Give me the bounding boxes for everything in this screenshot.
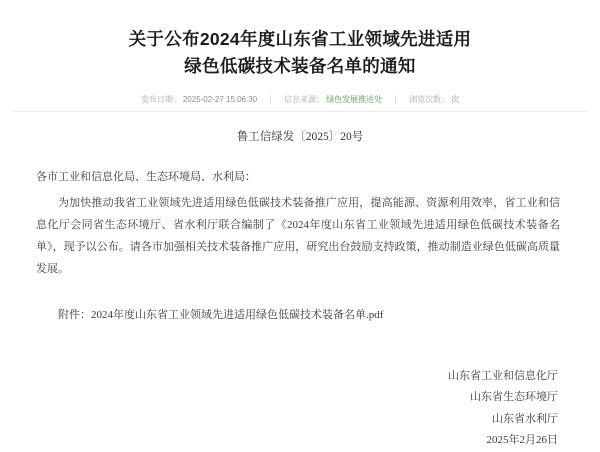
signature-date: 2025年2月26日: [486, 434, 558, 447]
page-title: [52, 26, 548, 80]
document-meta: [52, 94, 548, 111]
meta-divider: [12, 111, 588, 112]
document-body: [0, 166, 600, 326]
signature-block: [0, 366, 600, 452]
page-title-line-2: 绿色低碳技术装备名单的通知: [184, 55, 416, 76]
salutation: 各市工业和信息化局、生态环境局、水利局：: [36, 170, 256, 183]
publish-date-value: 2025-02-27 15:06:30: [182, 94, 258, 104]
view-count-value: 次: [451, 94, 460, 104]
document-number: 鲁工信绿发〔2025〕20号: [236, 130, 364, 143]
source-label: 信息来源：: [284, 94, 325, 104]
source-value[interactable]: 绿色发展推进处: [326, 94, 383, 104]
title-block: [0, 0, 600, 111]
meta-separator-2: [395, 95, 396, 104]
publish-date-label: 发布日期：: [140, 94, 181, 104]
view-count-label: 浏览次数：: [409, 94, 450, 104]
signature-line-2: 山东省生态环境厅: [470, 391, 558, 404]
publish-date: [141, 94, 257, 105]
view-count: [409, 94, 459, 105]
page-title-line-1: 关于公布2024年度山东省工业领域先进适用: [128, 28, 472, 49]
source: [284, 94, 382, 105]
body-paragraph: 为加快推动我省工业领域先进适用绿色低碳技术装备推广应用，提高能源、资源利用效率，省工业和信息化厅会同省生态环境厅、省水利厅联合编制了《2024年度山东省工业领域先进适用绿色低碳技术装备名单》，现予以公布。请各市加强相关技术装备推广应用，研究出台鼓励支持政策，推动制造业绿色低碳高质量发展。: [36, 196, 560, 275]
attachment-link[interactable]: 附件：2024年度山东省工业领域先进适用绿色低碳技术装备名单.pdf: [58, 308, 384, 321]
meta-separator-1: [270, 95, 271, 104]
signature-line-1: 山东省工业和信息化厅: [448, 369, 558, 382]
signature-line-3: 山东省水利厅: [492, 412, 558, 425]
